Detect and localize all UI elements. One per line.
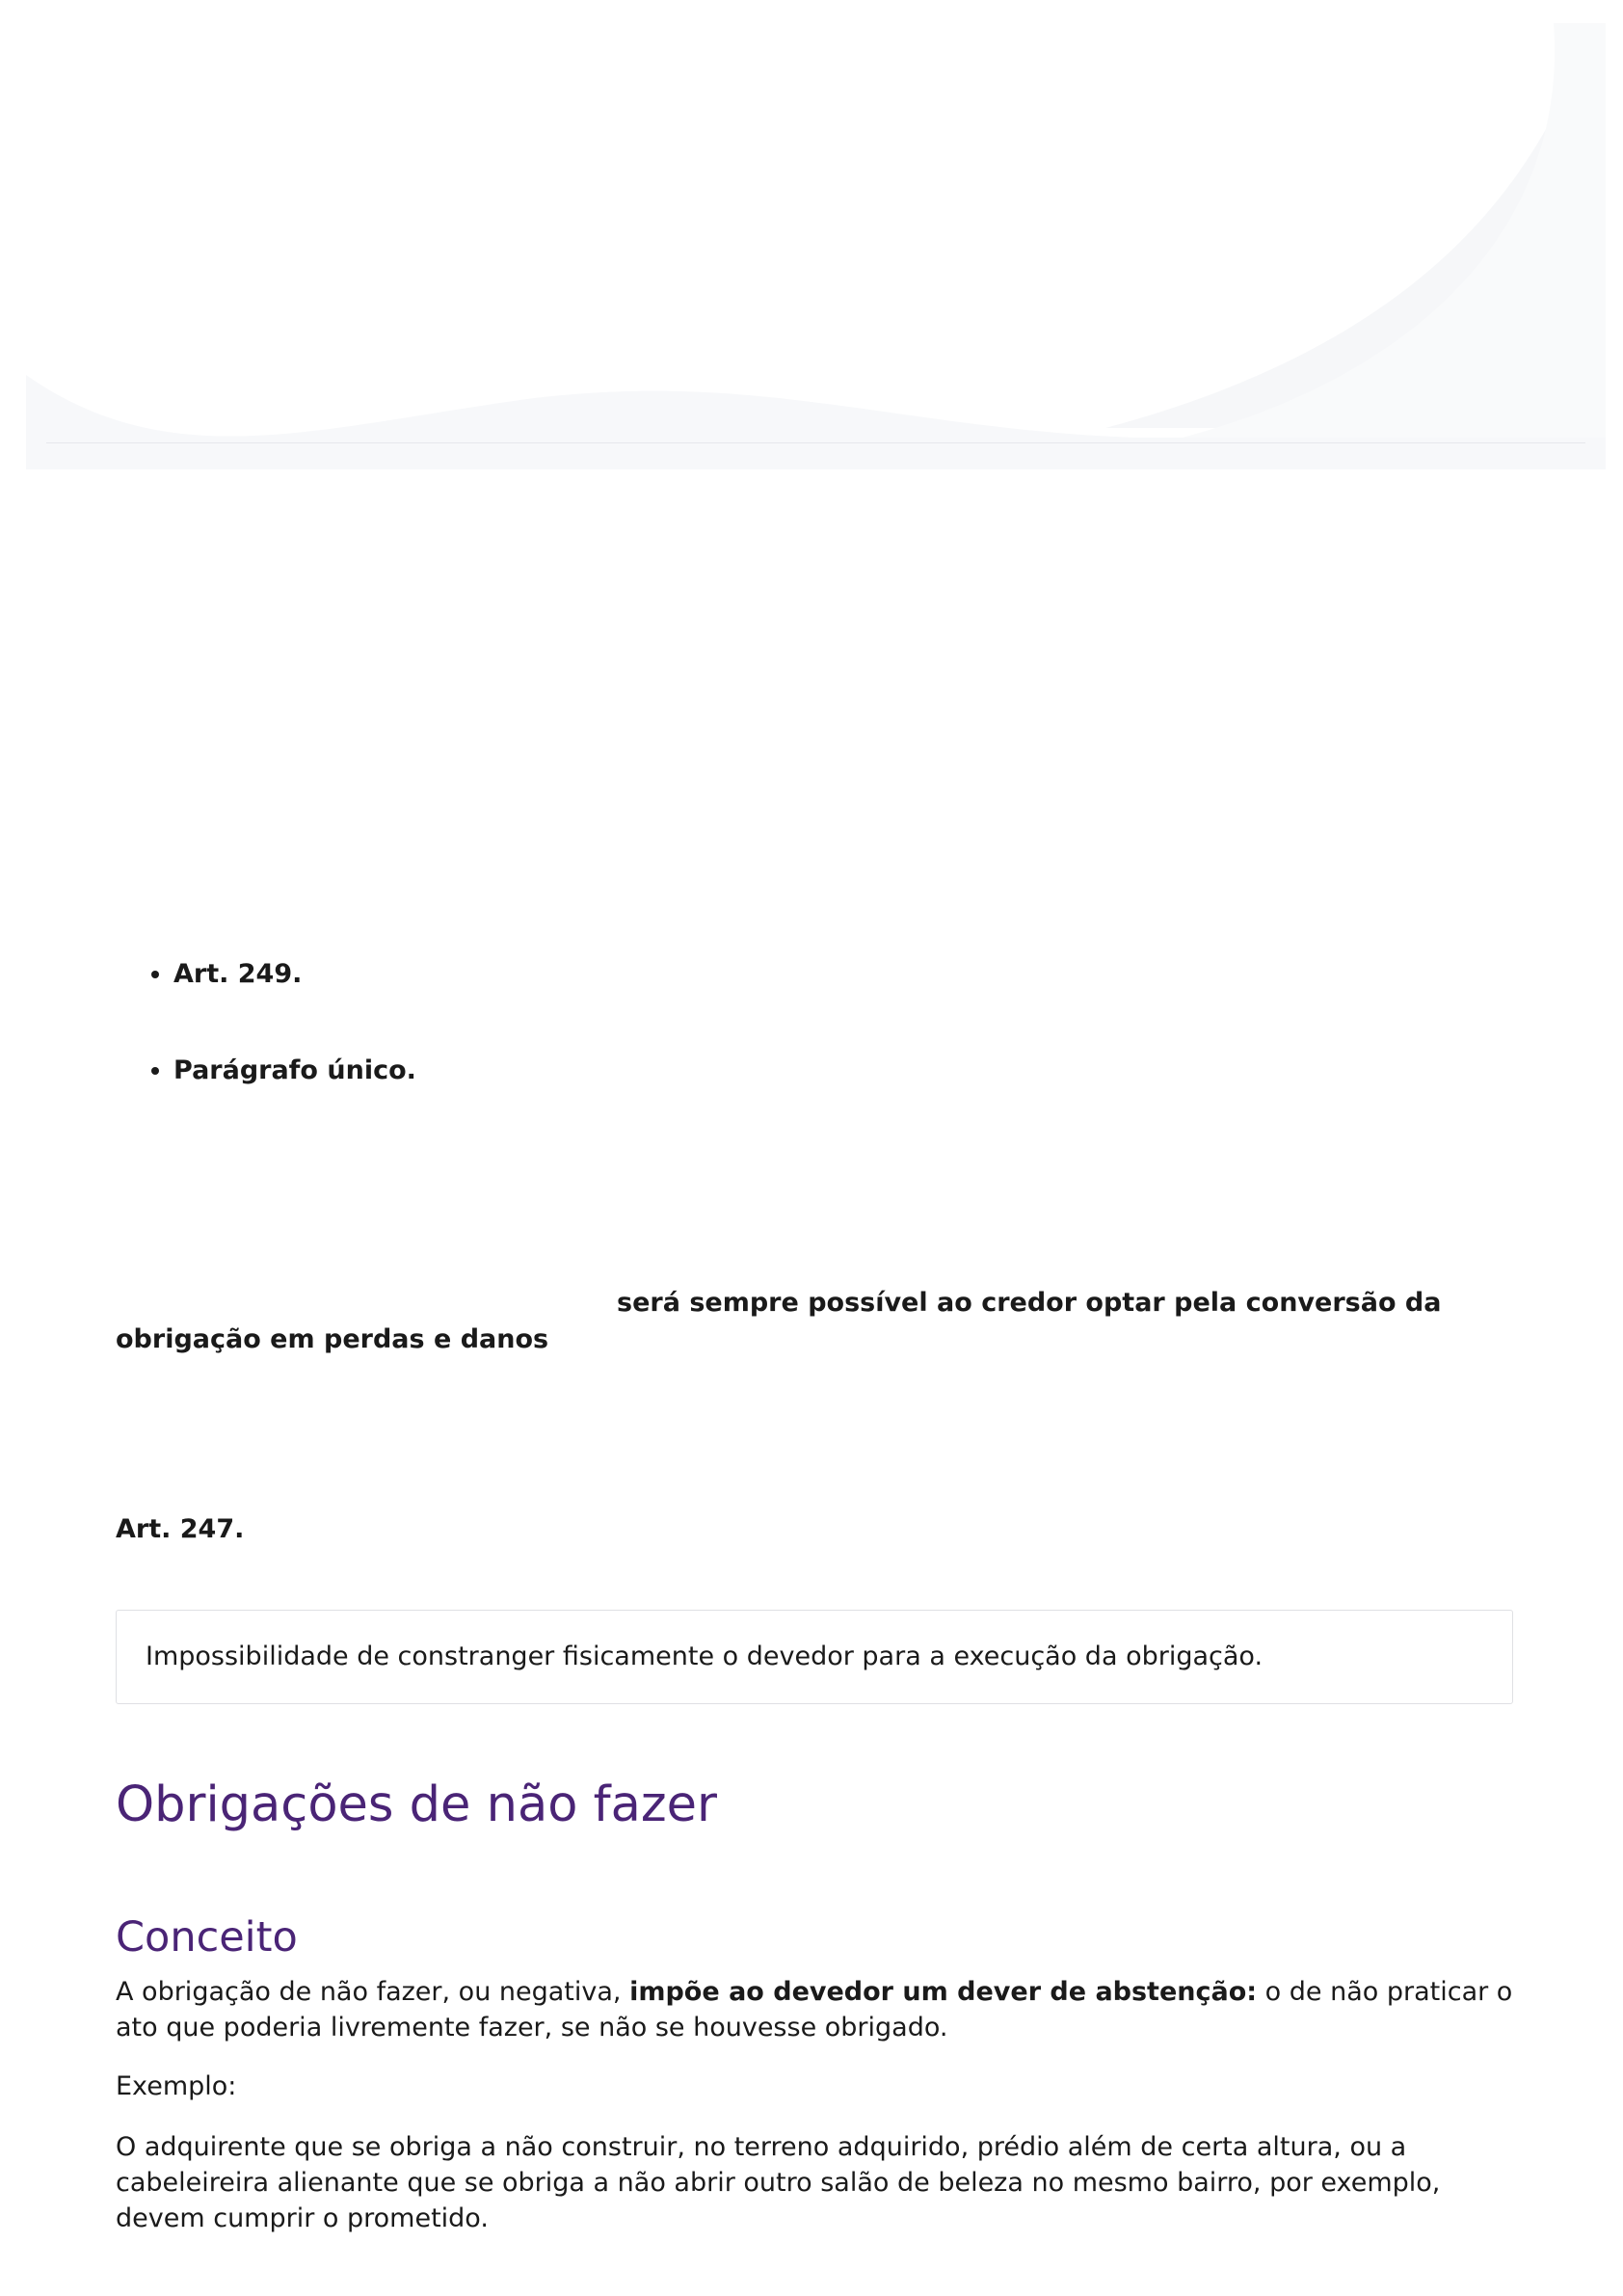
article-label: Art. 247. [116, 1514, 245, 1544]
notice-bold-text: será sempre possível ao credor optar pela conversão da obrigação em perdas e danos [116, 1288, 1442, 1354]
concept-text-bold: impõe ao devedor um dever de abstenção: [629, 1977, 1258, 2007]
list-item [173, 1053, 1573, 1089]
concept-paragraph [116, 1974, 1515, 2045]
wave-decoration [26, 23, 1606, 469]
concept-text-start: A obrigação de não fazer, ou negativa, [116, 1977, 630, 2007]
concept-text-end: o de não praticar o ato que poderia livremente fazer, se não se houvesse obrigado. [116, 1977, 1513, 2042]
divider [46, 442, 1585, 443]
header-banner [26, 23, 1606, 469]
callout-box [116, 1610, 1513, 1704]
list-item-label: Art. 249. [173, 959, 303, 989]
list-item-label: Parágrafo único. [173, 1055, 416, 1085]
callout-text: Impossibilidade de constranger fisicamente o devedor para a execução da obrigação. [146, 1642, 1264, 1671]
section-title: Obrigações de não fazer [116, 1776, 717, 1833]
example-label: Exemplo: [116, 2071, 237, 2101]
list-item [173, 956, 1573, 993]
article-list [116, 956, 1573, 1149]
subsection-title: Conceito [116, 1913, 298, 1962]
notice-paragraph [116, 1285, 1515, 1358]
example-paragraph: O adquirente que se obriga a não construir, no terreno adquirido, prédio além de certa altura, ou a cabeleireira alienante que se obriga a não abrir outro salão de beleza no mesmo bairro, por exemplo, devem cumprir o prometido. [116, 2132, 1441, 2233]
